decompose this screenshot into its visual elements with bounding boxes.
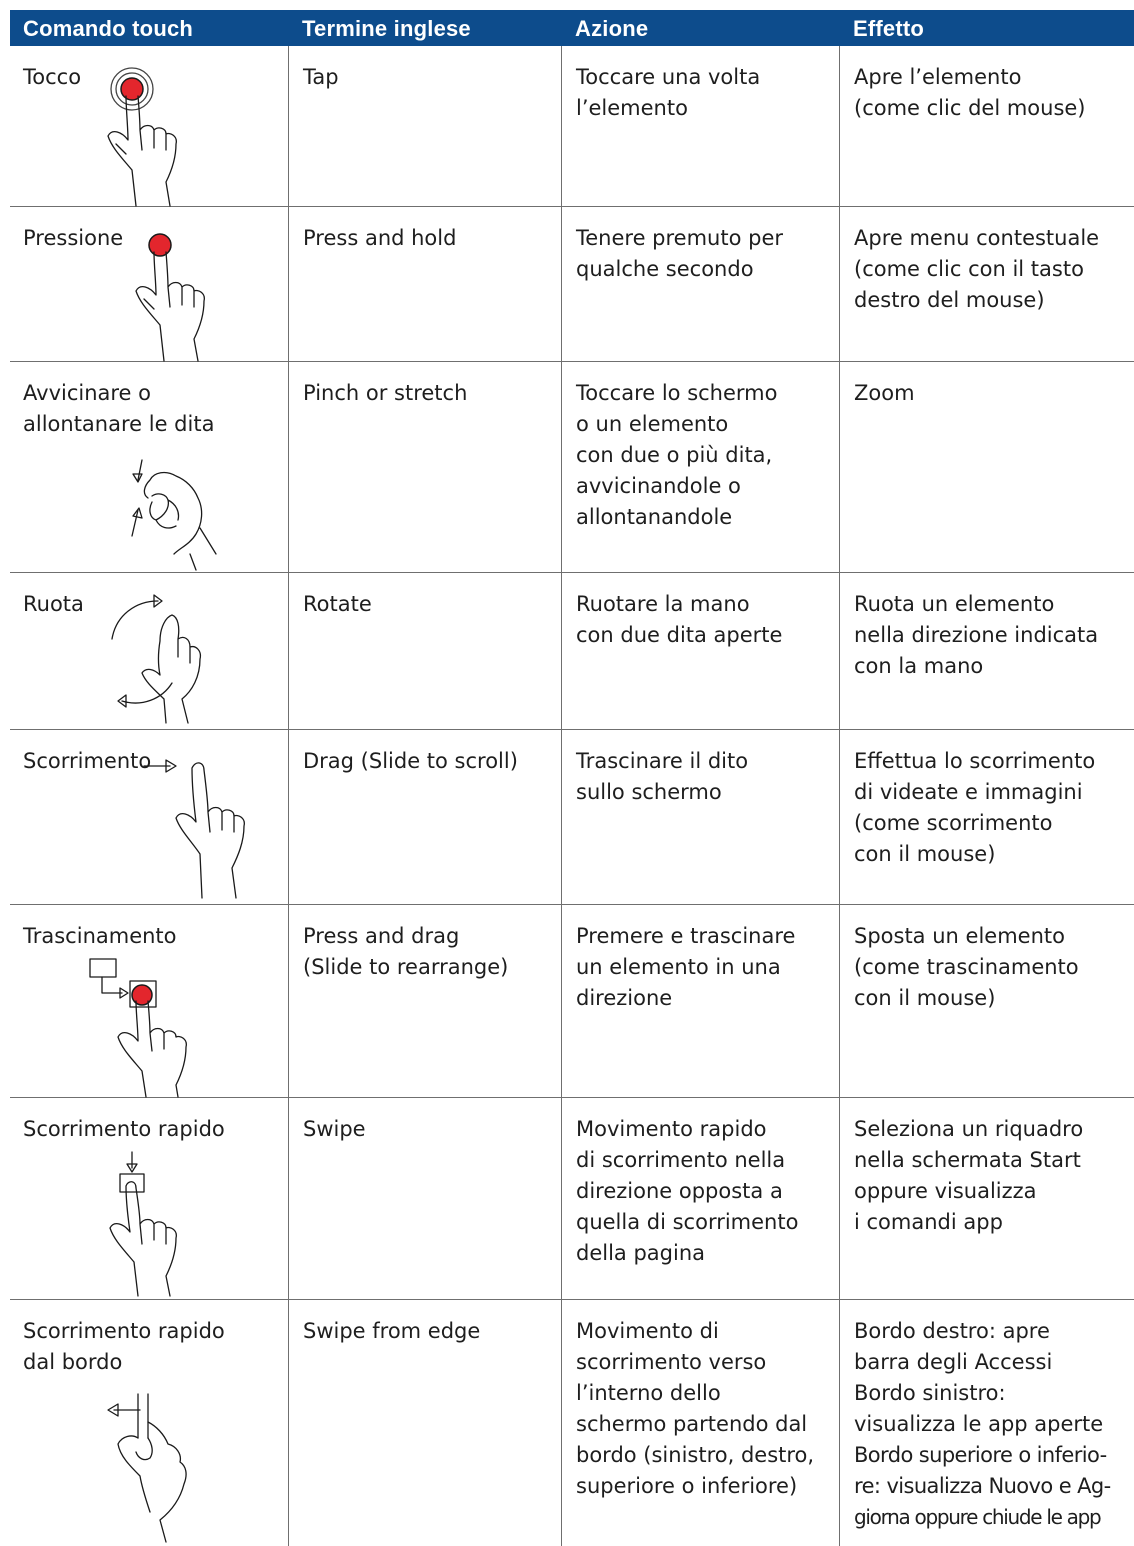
command-name: Pressione: [23, 226, 124, 250]
table-row: [10, 207, 1134, 362]
action-cell: [561, 905, 839, 1097]
action-cell: [561, 1098, 839, 1299]
command-name: Avvicinare o allontanare le dita: [23, 381, 215, 436]
header-termine-inglese: Termine inglese: [302, 16, 471, 41]
effect-text: Effettua lo scorrimento di videate e immagini (come scorrimento con il mouse): [854, 749, 1096, 866]
action-cell: [561, 46, 839, 206]
command-cell: [10, 46, 288, 206]
action-cell: [561, 730, 839, 904]
english-term: Press and hold: [303, 226, 457, 250]
tap-gesture-icon: [90, 58, 210, 208]
effect-cell: [839, 905, 1134, 1097]
command-cell: [10, 1098, 288, 1299]
english-term: Tap: [303, 65, 339, 89]
command-name: Trascinamento: [23, 924, 177, 948]
english-term: Drag (Slide to scroll): [303, 749, 518, 773]
table-row: [10, 573, 1134, 730]
english-cell: [288, 207, 561, 361]
effect-text: Sposta un elemento (come trascinamento con il mouse): [854, 924, 1079, 1010]
command-name: Tocco: [23, 65, 82, 89]
action-text: Toccare lo schermo o un elemento con due o più dita, avvicinandole o allontanandole: [576, 381, 778, 529]
effect-text: Apre menu contestuale (come clic con il tasto destro del mouse): [854, 226, 1100, 312]
action-cell: [561, 573, 839, 729]
command-name: Scorrimento: [23, 749, 152, 773]
effect-line: Bordo sinistro:: [854, 1381, 1006, 1405]
table-row: [10, 1300, 1134, 1546]
effect-cell: [839, 730, 1134, 904]
action-text: Toccare una volta l’elemento: [576, 65, 761, 120]
effect-line: visualizza le app aperte: [854, 1412, 1104, 1436]
effect-line: Bordo destro: apre: [854, 1319, 1050, 1343]
drag-gesture-icon: [86, 957, 216, 1097]
effect-cell: [839, 362, 1134, 572]
effect-line: barra degli Accessi: [854, 1350, 1053, 1374]
english-cell: [288, 362, 561, 572]
command-name: Ruota: [23, 592, 84, 616]
english-cell: [288, 730, 561, 904]
effect-text: Seleziona un riquadro nella schermata Start oppure visualizza i comandi app: [854, 1117, 1084, 1234]
press-and-hold-gesture-icon: [140, 221, 240, 361]
command-cell: [10, 362, 288, 572]
swipe-gesture-icon: [106, 1150, 216, 1296]
rotate-gesture-icon: [106, 587, 256, 727]
action-text: Movimento rapido di scorrimento nella direzione opposta a quella di scorrimento della pagina: [576, 1117, 799, 1265]
effect-cell: [839, 1300, 1134, 1546]
action-text: Ruotare la mano con due dita aperte: [576, 592, 783, 647]
action-text: Tenere premuto per qualche secondo: [576, 226, 784, 281]
effect-cell: [839, 46, 1134, 206]
table-row: [10, 905, 1134, 1098]
slide-gesture-icon: [140, 746, 260, 901]
english-term: Press and drag (Slide to rearrange): [303, 924, 509, 979]
action-text: Trascinare il dito sullo schermo: [576, 749, 749, 804]
command-name: Scorrimento rapido dal bordo: [23, 1319, 225, 1374]
effect-cell: [839, 573, 1134, 729]
command-cell: [10, 905, 288, 1097]
command-cell: [10, 730, 288, 904]
english-cell: [288, 46, 561, 206]
english-cell: [288, 905, 561, 1097]
pinch-gesture-icon: [120, 458, 230, 570]
action-cell: [561, 1300, 839, 1546]
command-name: Scorrimento rapido: [23, 1117, 225, 1141]
command-cell: [10, 207, 288, 361]
header-azione: Azione: [575, 16, 649, 41]
english-cell: [288, 1300, 561, 1546]
command-cell: [10, 573, 288, 729]
table-row: [10, 730, 1134, 905]
effect-line: giorna oppure chiude le app: [854, 1505, 1101, 1529]
effect-line: re: visualizza Nuovo e Ag-: [854, 1474, 1111, 1498]
english-term: Rotate: [303, 592, 372, 616]
header-comando-touch: Comando touch: [23, 16, 194, 41]
effect-cell: [839, 207, 1134, 361]
english-cell: [288, 573, 561, 729]
table-header: [10, 10, 1134, 46]
english-term: Swipe from edge: [303, 1319, 481, 1343]
action-text: Movimento di scorrimento verso l’interno dello schermo partendo dal bordo (sinistro, destro, superiore o inferiore): [576, 1319, 815, 1498]
table-row: [10, 46, 1134, 207]
table-row: [10, 362, 1134, 573]
table-row: [10, 1098, 1134, 1300]
effect-text: [854, 1316, 1134, 1533]
action-text: Premere e trascinare un elemento in una direzione: [576, 924, 796, 1010]
effect-text: Apre l’elemento (come clic del mouse): [854, 65, 1086, 120]
effect-line: Bordo superiore o inferio-: [854, 1443, 1107, 1467]
action-cell: [561, 207, 839, 361]
english-cell: [288, 1098, 561, 1299]
header-effetto: Effetto: [853, 16, 925, 41]
effect-text: Zoom: [854, 381, 915, 405]
command-cell: [10, 1300, 288, 1546]
english-term: Swipe: [303, 1117, 366, 1141]
effect-cell: [839, 1098, 1134, 1299]
action-cell: [561, 362, 839, 572]
swipe-from-edge-gesture-icon: [106, 1392, 226, 1542]
effect-text: Ruota un elemento nella direzione indicata con la mano: [854, 592, 1099, 678]
english-term: Pinch or stretch: [303, 381, 468, 405]
